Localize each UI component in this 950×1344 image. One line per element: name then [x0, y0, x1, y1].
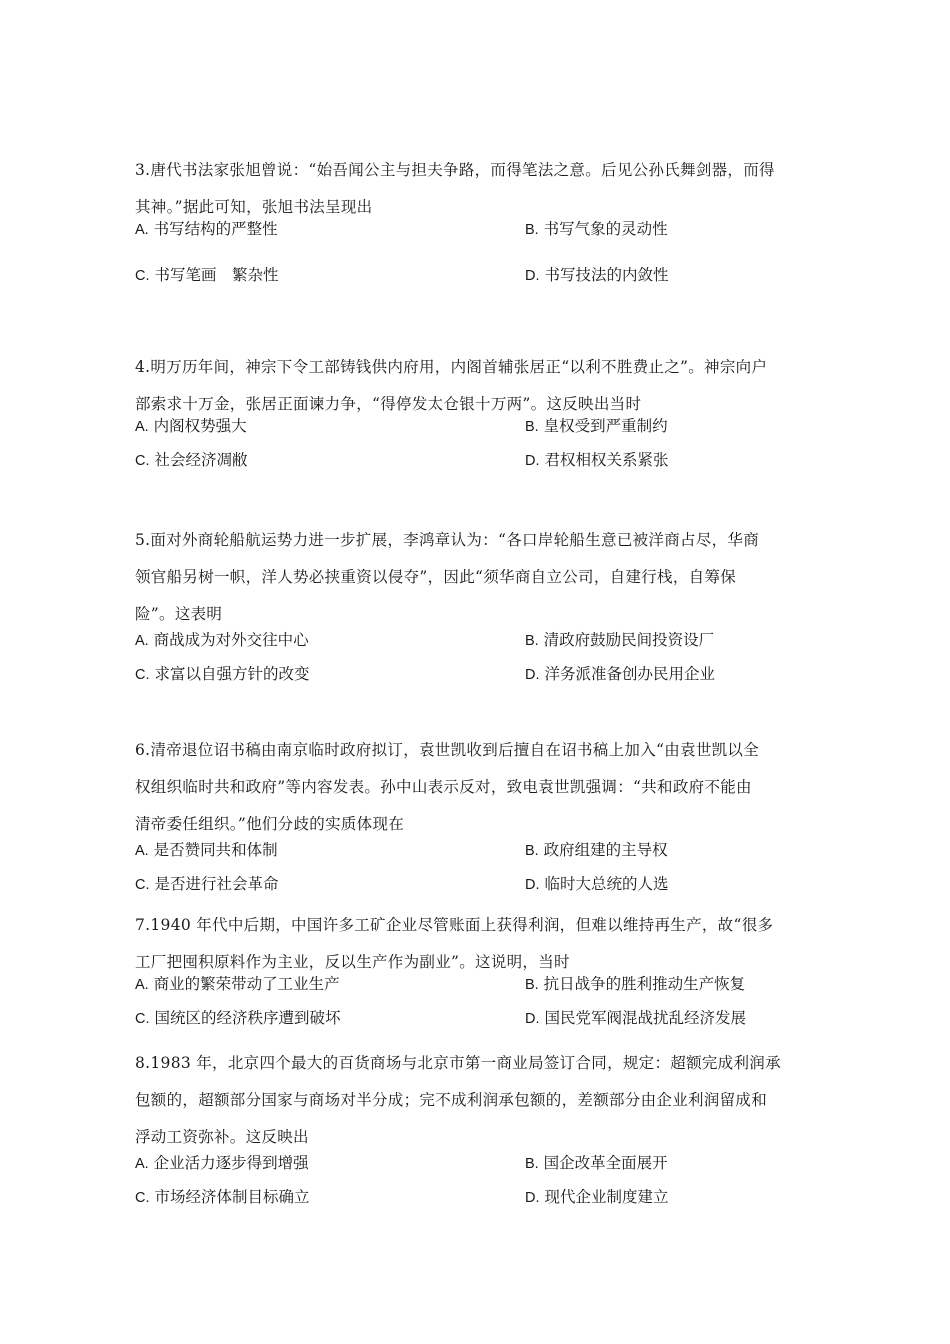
option-a: A. 内阁权势强大	[135, 417, 247, 435]
option-a: A. 商战成为对外交往中心	[135, 631, 309, 649]
question-stem	[135, 907, 820, 981]
options	[135, 843, 820, 903]
option-d: D. 洋务派准备创办民用企业	[525, 665, 715, 683]
option-a: A. 企业活力逐步得到增强	[135, 1154, 309, 1172]
option-c: C. 是否进行社会革命	[135, 875, 279, 893]
stem-line: 6.清帝退位诏书稿由南京临时政府拟订，袁世凯收到后擅自在诏书稿上加入“由袁世凯以全	[135, 741, 760, 759]
stem-line: 清帝委任组织。”他们分歧的实质体现在	[135, 815, 405, 833]
option-c: C. 国统区的经济秩序遭到破坏	[135, 1009, 341, 1027]
options	[135, 1156, 820, 1216]
stem-line: 3.唐代书法家张旭曾说：“始吾闻公主与担夫争路，而得笔法之意。后见公孙氏舞剑器，而得	[135, 161, 775, 179]
stem-line: 浮动工资弥补。这反映出	[135, 1128, 309, 1146]
stem-line: 7.1940 年代中后期，中国许多工矿企业尽管账面上获得利润，但难以维持再生产，故“很多	[135, 916, 774, 934]
option-b: B. 抗日战争的胜利推动生产恢复	[525, 975, 746, 993]
option-d: D. 书写技法的内敛性	[525, 266, 669, 284]
stem-line: 5.面对外商轮船航运势力进一步扩展，李鸿章认为：“各口岸轮船生意已被洋商占尽，华商	[135, 531, 760, 549]
options	[135, 633, 820, 693]
stem-line: 领官船另树一帜，洋人势必挟重资以侵夺”，因此“须华商自立公司，自建行栈，自筹保	[135, 568, 737, 586]
option-b: B. 清政府鼓励民间投资设厂	[525, 631, 715, 649]
option-b: B. 皇权受到严重制约	[525, 417, 668, 435]
stem-line: 8.1983 年，北京四个最大的百货商场与北京市第一商业局签订合同，规定：超额完成利润承	[135, 1054, 781, 1072]
option-a: A. 书写结构的严整性	[135, 220, 278, 238]
question-stem	[135, 152, 820, 226]
question-stem	[135, 732, 820, 843]
stem-line: 工厂把囤积原料作为主业，反以生产作为副业”。这说明，当时	[135, 953, 570, 971]
option-c: C. 书写笔画 繁杂性	[135, 266, 279, 284]
question-stem	[135, 349, 820, 423]
stem-line: 险”。这表明	[135, 605, 223, 623]
question-7	[135, 907, 820, 1041]
option-c: C. 社会经济凋敝	[135, 451, 248, 469]
option-c: C. 市场经济体制目标确立	[135, 1188, 310, 1206]
options	[135, 220, 820, 296]
stem-line: 部索求十万金，张居正面谏力争，“得停发太仓银十万两”。这反映出当时	[135, 395, 642, 413]
option-a: A. 是否赞同共和体制	[135, 841, 278, 859]
option-d: D. 君权相权关系紧张	[525, 451, 669, 469]
option-d: D. 临时大总统的人选	[525, 875, 669, 893]
question-6	[135, 732, 820, 903]
options	[135, 417, 820, 483]
option-a: A. 商业的繁荣带动了工业生产	[135, 975, 340, 993]
stem-line: 其神。”据此可知，张旭书法呈现出	[135, 198, 373, 216]
question-5	[135, 522, 820, 693]
question-8	[135, 1045, 820, 1216]
option-d: D. 国民党军阀混战扰乱经济发展	[525, 1009, 746, 1027]
question-stem	[135, 522, 820, 633]
question-4	[135, 349, 820, 483]
option-b: B. 书写气象的灵动性	[525, 220, 668, 238]
option-c: C. 求富以自强方针的改变	[135, 665, 310, 683]
options	[135, 975, 820, 1041]
stem-line: 4.明万历年间，神宗下令工部铸钱供内府用，内阁首辅张居正“以利不胜费止之”。神宗向户	[135, 358, 768, 376]
option-b: B. 国企改革全面展开	[525, 1154, 668, 1172]
stem-line: 权组织临时共和政府”等内容发表。孙中山表示反对，致电袁世凯强调：“共和政府不能由	[135, 778, 752, 796]
stem-line: 包额的，超额部分国家与商场对半分成；完不成利润承包额的，差额部分由企业利润留成和	[135, 1091, 768, 1109]
option-d: D. 现代企业制度建立	[525, 1188, 669, 1206]
option-b: B. 政府组建的主导权	[525, 841, 668, 859]
question-stem	[135, 1045, 820, 1156]
question-3	[135, 152, 820, 296]
